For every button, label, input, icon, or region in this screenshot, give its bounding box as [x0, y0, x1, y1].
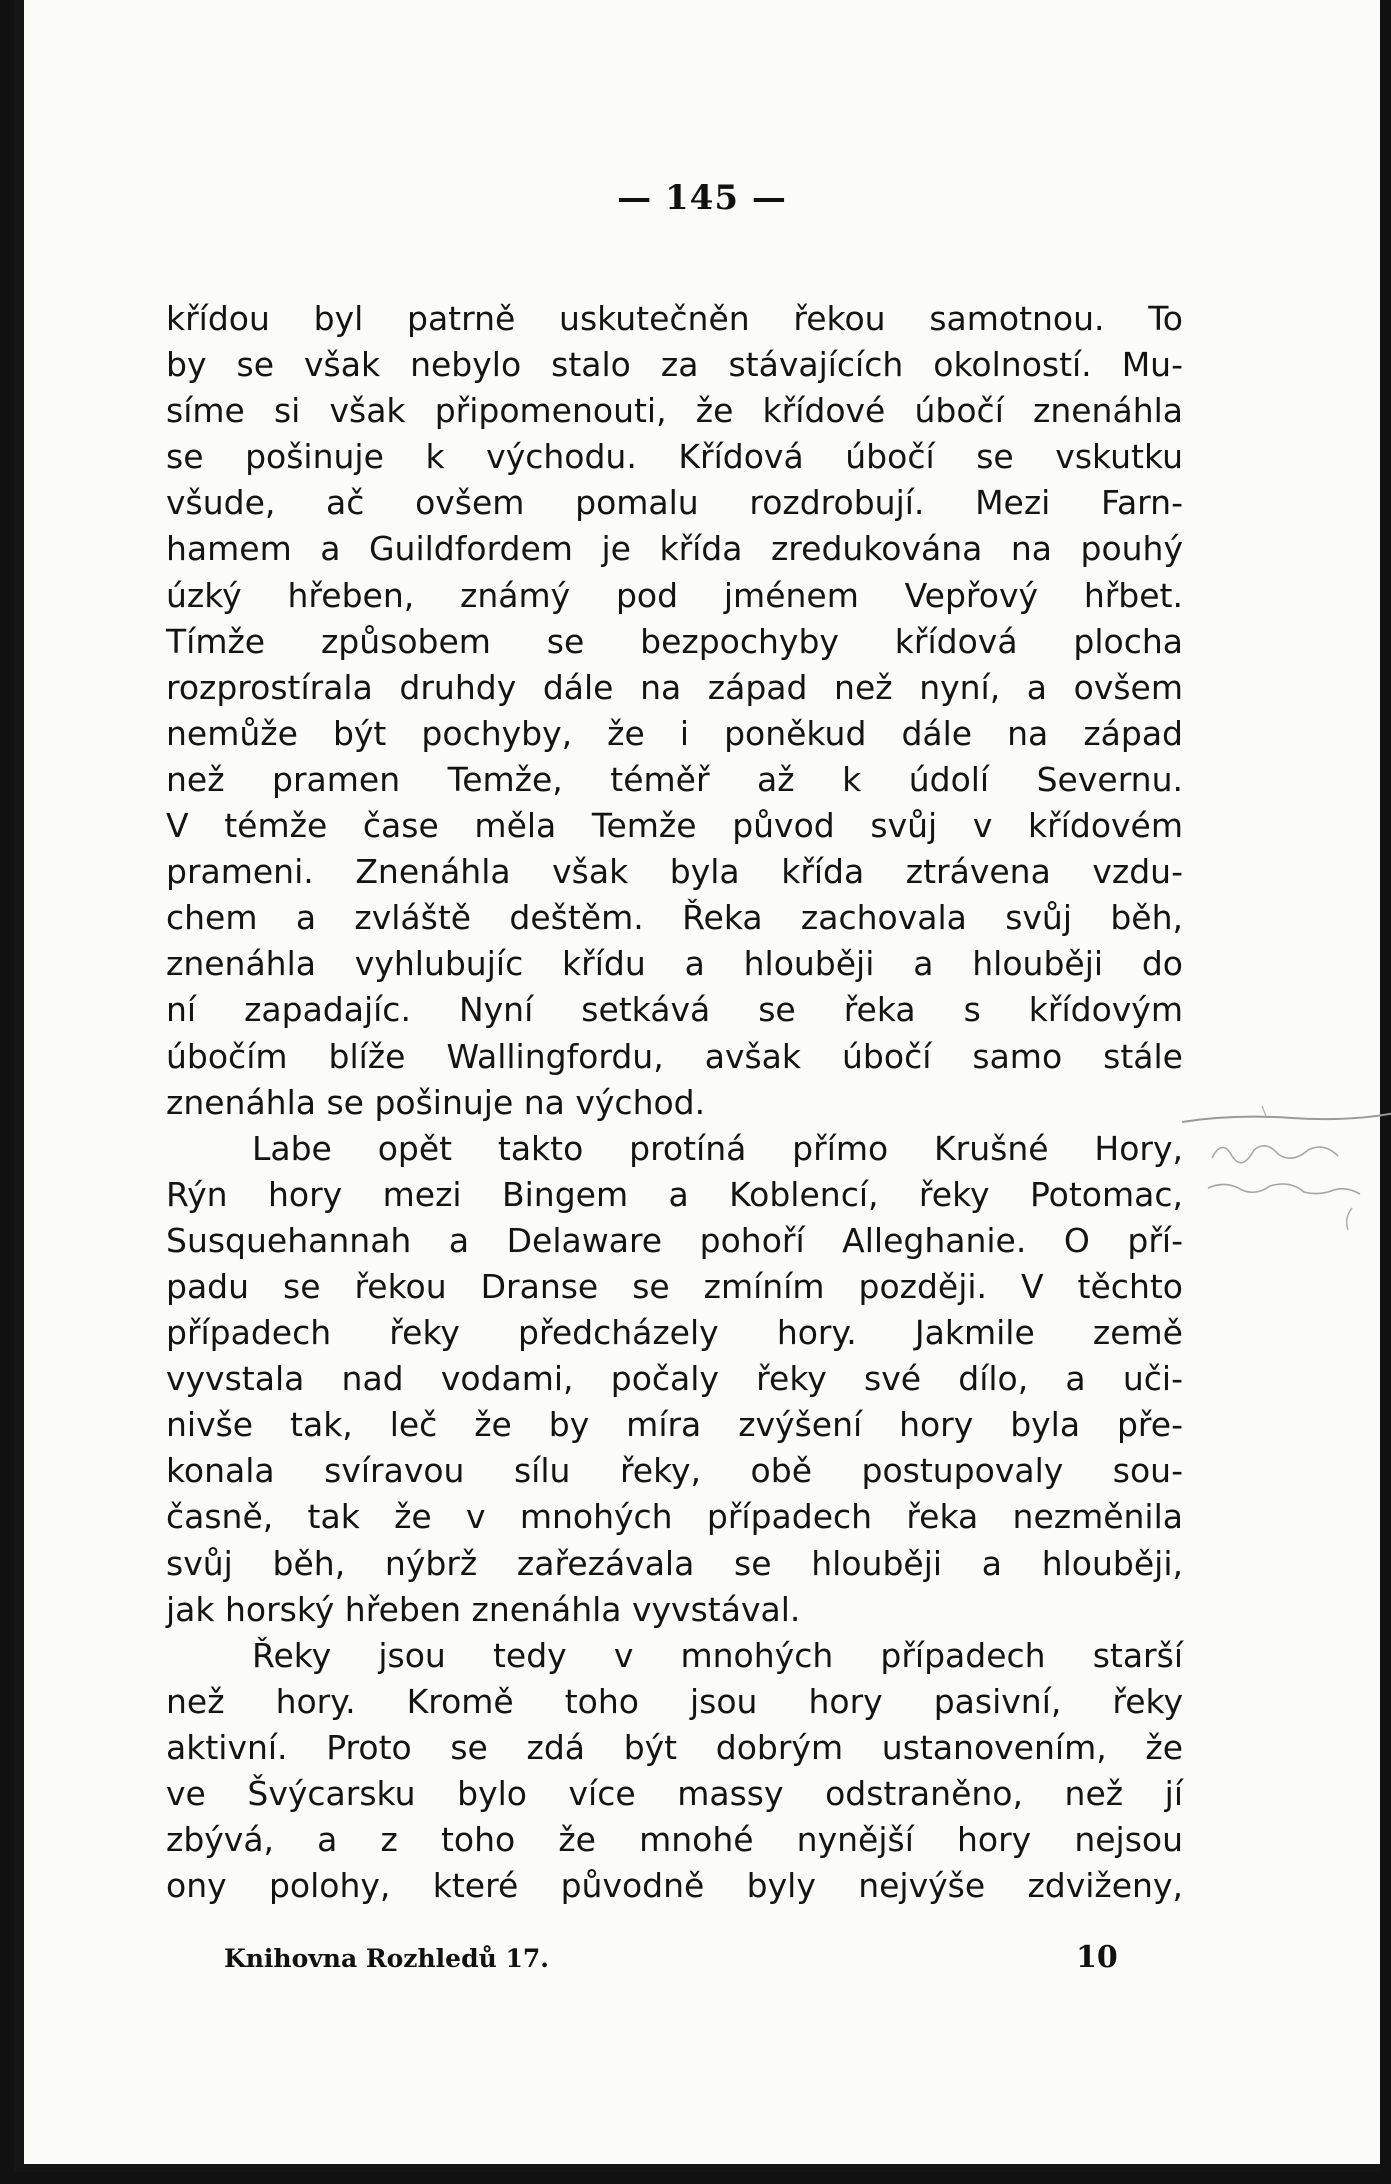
text-line: rozprostírala druhdy dále na západ než nyní, a ovšem	[166, 667, 1183, 707]
text-line: by se však nebylo stalo za stávajících okolností. Mu-	[166, 345, 1183, 385]
text-line: zbývá, a z toho že mnohé nynější hory nejsou	[166, 1820, 1183, 1860]
text-line: ve Švýcarsku bylo více massy odstraněno, než jí	[166, 1774, 1183, 1813]
text-line: svůj běh, nýbrž zařezávala se hlouběji a hlouběji,	[166, 1543, 1183, 1583]
text-line: jak horský hřeben znenáhla vyvstával.	[166, 1589, 801, 1629]
page-number: — 145 —	[617, 178, 787, 218]
body-text	[166, 296, 1183, 1909]
text-line: křídou byl patrně uskutečněn řekou samotnou. To	[166, 299, 1183, 338]
text-line: Susquehannah a Delaware pohoří Alleghanie. O pří-	[166, 1220, 1183, 1260]
text-line: síme si však připomenouti, že křídové úbočí znenáhla	[166, 391, 1183, 431]
footer-sheet-number: 10	[1076, 1940, 1118, 1975]
text-line: prameni. Znenáhla však byla křída ztrávena vzdu-	[166, 852, 1183, 892]
text-line: než pramen Temže, téměř až k údolí Severnu.	[166, 759, 1183, 799]
book-page	[14, 0, 1380, 2172]
handwritten-margin-note	[1172, 1100, 1391, 1260]
text-line: V témže čase měla Temže původ svůj v křídovém	[166, 806, 1183, 846]
text-line: Řeky jsou tedy v mnohých případech starší	[252, 1635, 1183, 1675]
text-line: hamem a Guildfordem je křída zredukována na pouhý	[166, 529, 1183, 569]
text-line: znenáhla vyhlubujíc křídu a hlouběji a hlouběji do	[166, 944, 1183, 984]
text-line: Rýn hory mezi Bingem a Koblencí, řeky Potomac,	[166, 1174, 1183, 1214]
text-line: případech řeky předcházely hory. Jakmile země	[166, 1313, 1183, 1353]
text-line: ní zapadajíc. Nyní setkává se řeka s křídovým	[166, 990, 1183, 1030]
text-line: všude, ač ovšem pomalu rozdrobují. Mezi Farn-	[166, 483, 1183, 523]
text-line: chem a zvláště deštěm. Řeka zachovala svůj běh,	[166, 898, 1183, 938]
text-line: než hory. Kromě toho jsou hory pasivní, řeky	[166, 1681, 1183, 1721]
text-line: se pošinuje k východu. Křídová úbočí se vskutku	[166, 437, 1183, 477]
text-line: aktivní. Proto se zdá být dobrým ustanovením, že	[166, 1727, 1183, 1767]
footer-signature: Knihovna Rozhledů 17.	[224, 1944, 549, 1973]
text-line: znenáhla se pošinuje na východ.	[166, 1082, 706, 1122]
text-line: Labe opět takto protíná přímo Krušné Hory,	[252, 1128, 1183, 1168]
text-line: úzký hřeben, známý pod jménem Vepřový hřbet.	[166, 575, 1183, 615]
text-line: vyvstala nad vodami, počaly řeky své dílo, a uči-	[166, 1359, 1183, 1399]
text-line: konala svíravou sílu řeky, obě postupovaly sou-	[166, 1451, 1183, 1491]
text-line: nemůže být pochyby, že i poněkud dále na západ	[166, 713, 1183, 753]
text-line: padu se řekou Dranse se zmíním později. V těchto	[166, 1266, 1183, 1306]
text-line: časně, tak že v mnohých případech řeka nezměnila	[166, 1497, 1183, 1537]
text-line: Tímže způsobem se bezpochyby křídová plocha	[166, 621, 1183, 661]
text-line: ony polohy, které původně byly nejvýše zdviženy,	[166, 1866, 1183, 1906]
text-line: nivše tak, leč že by míra zvýšení hory byla pře-	[166, 1405, 1183, 1445]
text-line: úbočím blíže Wallingfordu, avšak úbočí samo stále	[166, 1036, 1183, 1076]
